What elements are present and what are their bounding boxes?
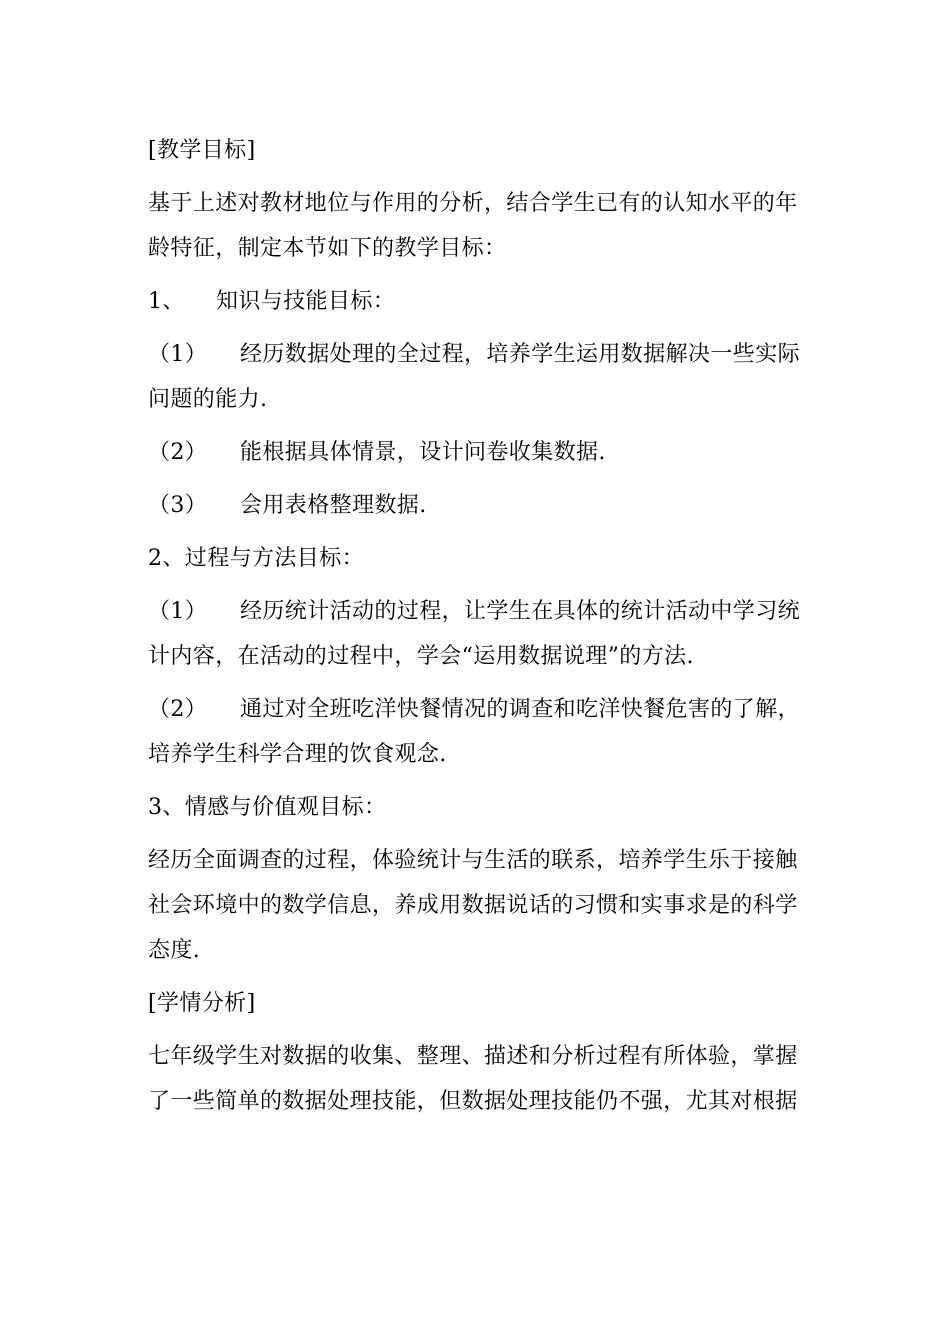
goal1-item-1-continuation: 问题的能力. [148,387,268,412]
goal2-heading: 2、过程与方法目标： [148,546,364,571]
goal1-item-3-text: 会用表格整理数据. [240,493,427,518]
goal2-item-2-continuation: 培养学生科学合理的饮食观念. [148,742,447,767]
goal1-item-1 [148,332,803,377]
goal2-item-1-text: 经历统计活动的过程，让学生在具体的统计活动中学习统 [240,599,801,624]
goal1-title: 知识与技能目标： [216,289,396,314]
document-page [148,128,803,1124]
section-heading-teaching-goals: [教学目标] [148,138,256,163]
goal2-item-2 [148,687,803,732]
goal1-heading [148,279,803,324]
section-heading-student-analysis: [学情分析] [148,991,256,1016]
goal2-item-1-continuation: 计内容，在活动的过程中，学会“运用数据说理”的方法. [148,644,694,669]
goal3-line-2: 社会环境中的数学信息，养成用数据说话的习惯和实事求是的科学 [148,893,798,918]
goal1-item-1-number: （1） [148,342,208,367]
goal3-line-3: 态度. [148,938,201,963]
goal1-item-2 [148,430,803,475]
intro-line-1: 基于上述对教材地位与作用的分析，结合学生已有的认知水平的年 [148,191,798,216]
goal1-item-3 [148,483,803,528]
intro-line-2: 龄特征，制定本节如下的教学目标： [148,236,507,261]
goal1-item-3-number: （3） [148,493,208,518]
goal3-line-1: 经历全面调查的过程，体验统计与生活的联系，培养学生乐于接触 [148,848,798,873]
goal2-item-2-number: （2） [148,697,208,722]
goal2-item-1-number: （1） [148,599,208,624]
goal1-number: 1、 [148,289,185,314]
goal1-item-2-number: （2） [148,440,208,465]
goal2-item-1 [148,589,803,634]
goal1-item-1-text: 经历数据处理的全过程，培养学生运用数据解决一些实际 [240,342,801,367]
analysis-line-1: 七年级学生对数据的收集、整理、描述和分析过程有所体验，掌握 [148,1044,798,1069]
goal1-item-2-text: 能根据具体情景，设计问卷收集数据. [240,440,606,465]
goal3-heading: 3、情感与价值观目标： [148,795,387,820]
goal2-item-2-text: 通过对全班吃洋快餐情况的调查和吃洋快餐危害的了解， [240,697,801,722]
analysis-line-2: 了一些简单的数据处理技能，但数据处理技能仍不强，尤其对根据 [148,1089,798,1114]
